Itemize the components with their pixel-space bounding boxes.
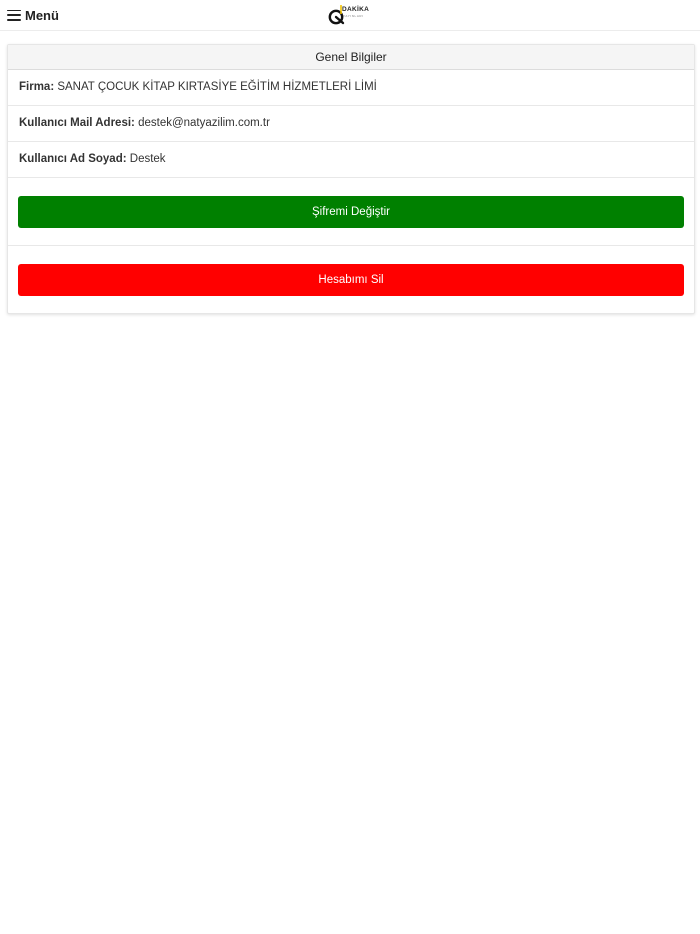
general-info-card	[7, 44, 695, 314]
name-row	[8, 142, 694, 178]
delete-account-row	[8, 246, 694, 313]
change-password-button[interactable]: Şifremi Değiştir	[18, 196, 684, 228]
email-label: Kullanıcı Mail Adresi:	[19, 117, 139, 129]
logo	[327, 3, 373, 27]
change-password-row	[8, 178, 694, 246]
company-row	[8, 70, 694, 106]
email-row	[8, 106, 694, 142]
company-label: Firma:	[19, 81, 58, 93]
hamburger-icon	[7, 10, 21, 21]
top-bar	[0, 0, 700, 31]
logo-subtext: YAYINLARI	[343, 14, 364, 18]
company-value: SANAT ÇOCUK KİTAP KIRTASİYE EĞİTİM HİZMETLERİ LİMİ	[57, 81, 377, 93]
menu-label: Menü	[25, 7, 59, 23]
card-title: Genel Bilgiler	[8, 45, 694, 70]
logo-text: DAKİKA	[342, 6, 370, 13]
delete-account-button[interactable]: Hesabımı Sil	[18, 264, 684, 296]
menu-button[interactable]	[7, 6, 59, 24]
email-value: destek@natyazilim.com.tr	[138, 117, 270, 129]
name-label: Kullanıcı Ad Soyad:	[19, 153, 130, 165]
name-value: Destek	[129, 153, 166, 165]
